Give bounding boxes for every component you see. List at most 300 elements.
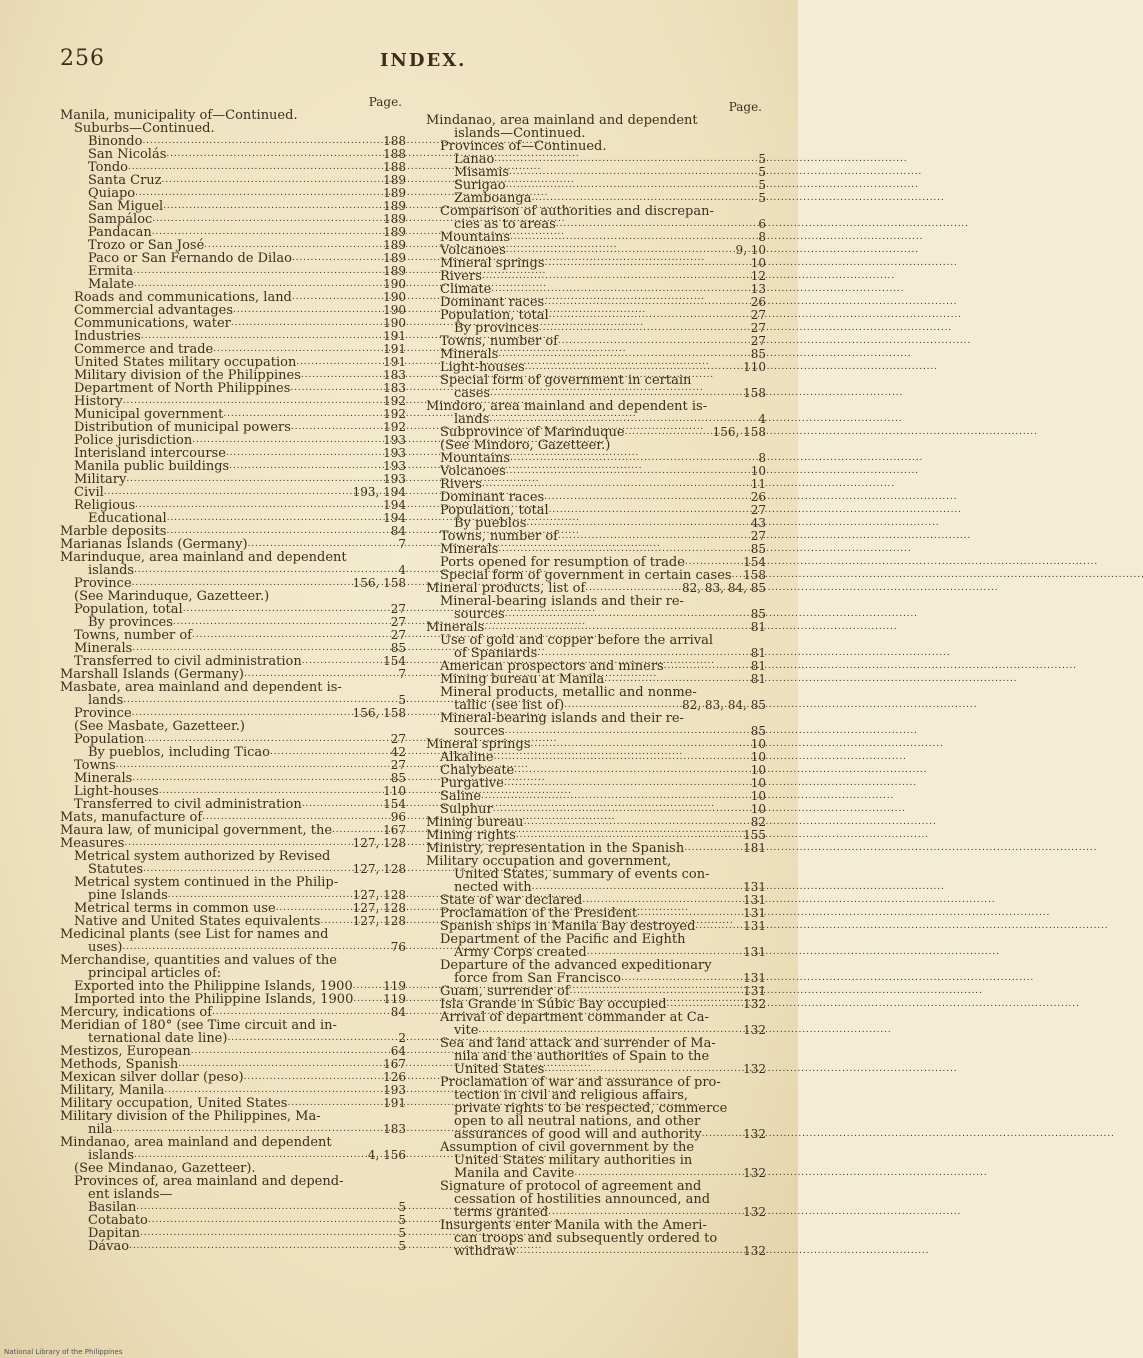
dot-leader bbox=[134, 1147, 365, 1162]
right-column bbox=[426, 100, 766, 1258]
entry-page: 190 bbox=[383, 277, 406, 291]
entry-page: 85 bbox=[750, 347, 766, 361]
entry-text: Volcanoes bbox=[440, 243, 506, 258]
entry-page: 193 bbox=[383, 472, 406, 486]
entry-text: terms granted bbox=[454, 1205, 549, 1220]
dot-leader bbox=[212, 1004, 388, 1019]
entry-page: 26 bbox=[750, 490, 766, 504]
entry-page: 132 bbox=[743, 1244, 766, 1258]
entry-text: ternational date line) bbox=[88, 1031, 228, 1046]
entry-page: 4 bbox=[398, 563, 406, 577]
entry-page: 5 bbox=[398, 693, 406, 707]
entry-text: Special form of government in certain cases bbox=[440, 568, 732, 583]
entry-text: of Spaniards bbox=[454, 646, 538, 661]
entry-text: Mexican silver dollar (peso) bbox=[60, 1070, 244, 1085]
entry-text: By pueblos, including Ticao bbox=[88, 745, 270, 760]
entry-text: (See Marinduque, Gazetteer.) bbox=[74, 589, 270, 604]
entry-page: 11 bbox=[750, 477, 766, 491]
entry-text: can troops and subsequently ordered to bbox=[454, 1231, 718, 1246]
entry-text: Use of gold and copper before the arrival bbox=[440, 633, 714, 648]
entry-page: 131 bbox=[743, 893, 766, 907]
dot-leader bbox=[684, 840, 740, 855]
entry-text: Industries bbox=[74, 329, 141, 344]
entry-page: 84 bbox=[390, 524, 406, 538]
entry-page: 132 bbox=[743, 1023, 766, 1037]
entry-text: Transferred to civil administration bbox=[74, 654, 302, 669]
entry-page: 2 bbox=[398, 1031, 406, 1045]
entry-text: Department of North Philippines bbox=[74, 381, 291, 396]
entry-page: 81 bbox=[750, 620, 766, 634]
entry-text: Basilan bbox=[88, 1200, 137, 1215]
entry-text: Purgative bbox=[440, 776, 504, 791]
entry-text: Exported into the Philippine Islands, 1900 bbox=[74, 979, 353, 994]
entry-text: Religious bbox=[74, 498, 136, 513]
entry-text: uses) bbox=[88, 940, 123, 955]
dot-leader bbox=[287, 1095, 380, 1110]
right-entries bbox=[426, 114, 766, 1258]
entry-text: nila bbox=[88, 1122, 113, 1137]
entry-page: 10 bbox=[750, 802, 766, 816]
entry-page: 192 bbox=[383, 394, 406, 408]
entry-text: sources bbox=[454, 724, 505, 739]
entry-text: Mineral springs bbox=[440, 256, 545, 271]
entry-text: open to all neutral nations, and other bbox=[454, 1114, 701, 1129]
entry-text: Marble deposits bbox=[60, 524, 167, 539]
entry-page: 81 bbox=[750, 646, 766, 660]
entry-page: 193 bbox=[383, 459, 406, 473]
entry-page: 4, 156 bbox=[367, 1148, 406, 1162]
entry-text: Educational bbox=[88, 511, 167, 526]
dot-leader bbox=[320, 913, 349, 928]
entry-page: 85 bbox=[750, 724, 766, 738]
entry-page: 167 bbox=[383, 1057, 406, 1071]
entry-text: Proclamation of the President bbox=[440, 906, 638, 921]
entry-text: Misamis bbox=[454, 165, 510, 180]
entry-text: nila and the authorities of Spain to the bbox=[454, 1049, 710, 1064]
entry-text: Mineral springs bbox=[426, 737, 531, 752]
entry-text: cies as to areas bbox=[454, 217, 556, 232]
entry-text: ent islands— bbox=[88, 1187, 173, 1202]
entry-page: 131 bbox=[743, 945, 766, 959]
entry-page: 10 bbox=[750, 256, 766, 270]
entry-page: 190 bbox=[383, 316, 406, 330]
entry-text: Mining rights bbox=[426, 828, 516, 843]
entry-text: Subprovince of Marinduque bbox=[440, 425, 625, 440]
entry-page: 81 bbox=[750, 659, 766, 673]
entry-text: (See Mindoro, Gazetteer.) bbox=[440, 438, 611, 453]
entry-text: Pandacan bbox=[88, 225, 152, 240]
entry-text: Dominant races bbox=[440, 295, 545, 310]
entry-text: Medicinal plants (see List for names and bbox=[60, 927, 329, 942]
entry-page: 10 bbox=[750, 763, 766, 777]
entry-text: assurances of good will and authority bbox=[454, 1127, 702, 1142]
entry-page: 27 bbox=[750, 503, 766, 517]
entry-text: Isla Grande in Súbic Bay occupied bbox=[440, 997, 667, 1012]
entry-page: 82, 83, 84, 85 bbox=[682, 581, 766, 595]
entry-page: 189 bbox=[383, 264, 406, 278]
entry-text: Marshall Islands (Germany) bbox=[60, 667, 244, 682]
entry-page: 5 bbox=[398, 1200, 406, 1214]
entry-text: pine Islands bbox=[88, 888, 168, 903]
entry-text: Mestizos, European bbox=[60, 1044, 191, 1059]
entry-text: Proclamation of war and assurance of pro- bbox=[440, 1075, 721, 1090]
entry-text: Province bbox=[74, 706, 132, 721]
entry-text: Distribution of municipal powers bbox=[74, 420, 291, 435]
entry-page: 5 bbox=[758, 191, 766, 205]
entry-page: 5 bbox=[398, 1226, 406, 1240]
entry-text: Population, total bbox=[74, 602, 183, 617]
entry-text: Transferred to civil administration bbox=[74, 797, 302, 812]
entry-text: Towns bbox=[74, 758, 116, 773]
entry-page: 82 bbox=[750, 815, 766, 829]
entry-page: 189 bbox=[383, 251, 406, 265]
entry-page: 167 bbox=[383, 823, 406, 837]
entry-text: Minerals bbox=[440, 542, 499, 557]
entry-page: 193 bbox=[383, 446, 406, 460]
entry-text: Commerce and trade bbox=[74, 342, 214, 357]
dot-leader bbox=[132, 705, 350, 720]
entry-text: Population, total bbox=[440, 503, 549, 518]
entry-page: 131 bbox=[743, 971, 766, 985]
entry-text: United States, summary of events con- bbox=[454, 867, 710, 882]
entry-page: 8 bbox=[758, 451, 766, 465]
entry-text: Metrical system authorized by Revised bbox=[74, 849, 331, 864]
entry-page: 127, 128 bbox=[352, 888, 406, 902]
entry-page: 132 bbox=[743, 1205, 766, 1219]
entry-page: 189 bbox=[383, 173, 406, 187]
entry-text: (See Masbate, Gazetteer.) bbox=[74, 719, 245, 734]
entry-text: tallic (see list of) bbox=[454, 698, 565, 713]
entry-page: 82, 83, 84, 85 bbox=[682, 698, 766, 712]
entry-text: Mineral products, list of bbox=[426, 581, 586, 596]
entry-page: 154 bbox=[383, 797, 406, 811]
entry-text: Commercial advantages bbox=[74, 303, 234, 318]
entry-page: 27 bbox=[750, 321, 766, 335]
entry-page: 27 bbox=[390, 602, 406, 616]
entry-text: principal articles of: bbox=[88, 966, 222, 981]
dot-leader bbox=[248, 536, 396, 551]
entry-page: 127, 128 bbox=[352, 862, 406, 876]
entry-page: 5 bbox=[398, 1213, 406, 1227]
dot-leader bbox=[516, 1243, 740, 1258]
entry-text: Arrival of department commander at Ca- bbox=[440, 1010, 709, 1025]
entry-text: Rivers bbox=[440, 477, 482, 492]
entry-page: 183 bbox=[383, 381, 406, 395]
dot-leader bbox=[478, 1022, 740, 1037]
entry-page: 9, 10 bbox=[735, 243, 766, 257]
entry-page: 158 bbox=[743, 386, 766, 400]
entry-text: islands—Continued. bbox=[454, 126, 586, 141]
entry-page: 158 bbox=[743, 568, 766, 582]
entry-text: Native and United States equivalents bbox=[74, 914, 321, 929]
entry-text: cessation of hostilities announced, and bbox=[454, 1192, 711, 1207]
entry-text: Lanao bbox=[454, 152, 495, 167]
entry-page: 27 bbox=[390, 615, 406, 629]
entry-text: Towns, number of bbox=[440, 334, 558, 349]
entry-text: Military division of the Philippines, Ma- bbox=[60, 1109, 321, 1124]
entry-text: Department of the Pacific and Eighth bbox=[440, 932, 686, 947]
entry-text: Sampáloc bbox=[88, 212, 153, 227]
entry-text: By provinces bbox=[454, 321, 539, 336]
dot-leader bbox=[548, 1204, 740, 1219]
entry-text: Signature of protocol of agreement and bbox=[440, 1179, 702, 1194]
entry-text: United States military authorities in bbox=[454, 1153, 693, 1168]
entry-text: Mindanao, area mainland and dependent bbox=[426, 113, 698, 128]
dot-leader bbox=[484, 619, 747, 634]
entry-text: Military occupation, United States bbox=[60, 1096, 288, 1111]
left-page-label: Page. bbox=[368, 95, 402, 109]
entry-page: 156, 158 bbox=[352, 706, 406, 720]
entry-page: 85 bbox=[390, 641, 406, 655]
entry-page: 194 bbox=[383, 511, 406, 525]
entry-text: Military occupation and government, bbox=[426, 854, 672, 869]
dot-leader bbox=[490, 385, 740, 400]
entry-text: Santa Cruz bbox=[88, 173, 162, 188]
entry-page: 194 bbox=[383, 498, 406, 512]
entry-text: Mindanao, area mainland and dependent bbox=[60, 1135, 332, 1150]
entry-page: 132 bbox=[743, 1062, 766, 1076]
entry-text: Dávao bbox=[88, 1239, 130, 1254]
entry-text: islands bbox=[88, 1148, 135, 1163]
entry-page: 191 bbox=[383, 1096, 406, 1110]
entry-page: 193 bbox=[383, 1083, 406, 1097]
entry-page: 131 bbox=[743, 906, 766, 920]
entry-text: Malate bbox=[88, 277, 134, 292]
dot-leader bbox=[244, 666, 395, 681]
entry-text: State of war declared bbox=[440, 893, 583, 908]
dot-leader bbox=[564, 697, 679, 712]
page-number: 256 bbox=[60, 46, 105, 71]
entry-text: Cotabato bbox=[88, 1213, 148, 1228]
entry-text: Military bbox=[74, 472, 127, 487]
entry-text: withdraw bbox=[454, 1244, 517, 1259]
entry-page: 10 bbox=[750, 776, 766, 790]
entry-text: Comparison of authorities and discrepan- bbox=[440, 204, 714, 219]
entry-page: 84 bbox=[390, 1005, 406, 1019]
entry-page: 189 bbox=[383, 199, 406, 213]
entry-text: Insurgents enter Manila with the Ameri- bbox=[440, 1218, 707, 1233]
entry-text: Military, Manila bbox=[60, 1083, 165, 1098]
entry-text: Mineral-bearing islands and their re- bbox=[440, 594, 684, 609]
dot-leader bbox=[695, 918, 740, 933]
entry-text: Towns, number of bbox=[440, 529, 558, 544]
entry-page: 132 bbox=[743, 997, 766, 1011]
entry-page: 43 bbox=[750, 516, 766, 530]
entry-page: 131 bbox=[743, 880, 766, 894]
dot-leader bbox=[122, 939, 387, 954]
entry-page: 85 bbox=[390, 771, 406, 785]
dot-leader bbox=[574, 1165, 740, 1180]
entry-text: Population bbox=[74, 732, 145, 747]
dot-leader bbox=[667, 996, 741, 1011]
entry-text: Towns, number of bbox=[74, 628, 192, 643]
entry-text: islands bbox=[88, 563, 135, 578]
dot-leader bbox=[625, 424, 710, 439]
entry-text: Mining bureau bbox=[426, 815, 524, 830]
entry-text: By pueblos bbox=[454, 516, 527, 531]
entry-text: lands bbox=[454, 412, 490, 427]
entry-text: Dominant races bbox=[440, 490, 545, 505]
entry-text: Masbate, area mainland and dependent is- bbox=[60, 680, 342, 695]
entry-text: Meridian of 180° (see Time circuit and in- bbox=[60, 1018, 337, 1033]
entry-text: Ministry, representation in the Spanish bbox=[426, 841, 685, 856]
entry-text: Mining bureau at Manila bbox=[440, 672, 605, 687]
entry-text: Marinduque, area mainland and dependent bbox=[60, 550, 347, 565]
entry-page: 4 bbox=[758, 412, 766, 426]
entry-page: 132 bbox=[743, 1166, 766, 1180]
dot-leader bbox=[143, 861, 349, 876]
entry-text: Ports opened for resumption of trade bbox=[440, 555, 685, 570]
entry-text: Ermita bbox=[88, 264, 134, 279]
entry-text: Rivers bbox=[440, 269, 482, 284]
entry-page: 13 bbox=[750, 282, 766, 296]
entry-page: 193, 194 bbox=[352, 485, 406, 499]
entry-text: San Miguel bbox=[88, 199, 164, 214]
entry-page: 188 bbox=[383, 160, 406, 174]
entry-text: Imported into the Philippine Islands, 1900 bbox=[74, 992, 354, 1007]
entry-page: 127, 128 bbox=[352, 914, 406, 928]
entry-page: 131 bbox=[743, 919, 766, 933]
entry-text: Mountains bbox=[440, 230, 511, 245]
entry-text: Manila public buildings bbox=[74, 459, 230, 474]
entry-page: 192 bbox=[383, 420, 406, 434]
entry-page: 8 bbox=[758, 230, 766, 244]
entry-page: 27 bbox=[750, 529, 766, 543]
entry-text: Sea and land attack and surrender of Ma- bbox=[440, 1036, 716, 1051]
entry-text: American prospectors and miners bbox=[440, 659, 664, 674]
entry-text: Mercury, indications of bbox=[60, 1005, 213, 1020]
entry-text: Tondo bbox=[88, 160, 129, 175]
dot-leader bbox=[124, 835, 349, 850]
entry-page: 156, 158 bbox=[352, 576, 406, 590]
entry-text: Light-houses bbox=[74, 784, 159, 799]
dot-leader bbox=[732, 567, 741, 582]
entry-page: 183 bbox=[383, 368, 406, 382]
entry-page: 10 bbox=[750, 737, 766, 751]
entry-text: Zamboanga bbox=[454, 191, 532, 206]
entry-page: 64 bbox=[390, 1044, 406, 1058]
entry-text: Mats, manufacture of bbox=[60, 810, 203, 825]
entry-text: Trozo or San José bbox=[88, 238, 205, 253]
entry-page: 27 bbox=[750, 334, 766, 348]
entry-page: 85 bbox=[750, 542, 766, 556]
entry-page: 189 bbox=[383, 238, 406, 252]
entry-text: Light-houses bbox=[440, 360, 525, 375]
entry-page: 27 bbox=[390, 758, 406, 772]
index-entry bbox=[60, 1240, 406, 1253]
entry-text: Minerals bbox=[440, 347, 499, 362]
entry-text: Paco or San Fernando de Dilao bbox=[88, 251, 292, 266]
entry-text: Marianas Islands (Germany) bbox=[60, 537, 248, 552]
dot-leader bbox=[531, 190, 755, 205]
entry-text: Manila and Cavite bbox=[454, 1166, 575, 1181]
entry-page: 10 bbox=[750, 464, 766, 478]
entry-text: Municipal government bbox=[74, 407, 224, 422]
entry-text: Minerals bbox=[426, 620, 485, 635]
entry-page: 27 bbox=[390, 628, 406, 642]
entry-page: 10 bbox=[750, 789, 766, 803]
entry-text: Province bbox=[74, 576, 132, 591]
entry-text: Quiapo bbox=[88, 186, 136, 201]
index-entry bbox=[426, 1245, 766, 1258]
dot-leader bbox=[112, 1121, 380, 1136]
entry-text: Mineral-bearing islands and their re- bbox=[440, 711, 684, 726]
entry-text: Special form of government in certain bbox=[440, 373, 692, 388]
entry-page: 189 bbox=[383, 225, 406, 239]
entry-page: 6 bbox=[758, 217, 766, 231]
entry-page: 189 bbox=[383, 212, 406, 226]
entry-text: private rights to be respected, commerce bbox=[454, 1101, 728, 1116]
entry-text: nected with bbox=[454, 880, 532, 895]
entry-text: Metrical terms in common use bbox=[74, 901, 276, 916]
entry-text: cases bbox=[454, 386, 491, 401]
entry-text: Statutes bbox=[88, 862, 144, 877]
entry-page: 85 bbox=[750, 607, 766, 621]
dot-leader bbox=[544, 1061, 740, 1076]
entry-text: Interisland intercourse bbox=[74, 446, 226, 461]
entry-text: Guam, surrender of bbox=[440, 984, 570, 999]
entry-page: 154 bbox=[743, 555, 766, 569]
entry-page: 188 bbox=[383, 134, 406, 148]
dot-leader bbox=[604, 671, 747, 686]
entry-page: 7 bbox=[398, 537, 406, 551]
entry-page: 156, 158 bbox=[712, 425, 766, 439]
entry-text: Mountains bbox=[440, 451, 511, 466]
left-entries bbox=[60, 109, 406, 1253]
entry-text: San Nicolás bbox=[88, 147, 167, 162]
entry-text: Mineral products, metallic and nonme- bbox=[440, 685, 697, 700]
entry-text: Minerals bbox=[74, 771, 133, 786]
entry-page: 96 bbox=[390, 810, 406, 824]
entry-page: 155 bbox=[743, 828, 766, 842]
entry-text: (See Mindanao, Gazetteer). bbox=[74, 1161, 256, 1176]
entry-text: United States bbox=[454, 1062, 545, 1077]
entry-text: Methods, Spanish bbox=[60, 1057, 179, 1072]
entry-page: 81 bbox=[750, 672, 766, 686]
entry-text: Saline bbox=[440, 789, 482, 804]
entry-text: Provinces of—Continued. bbox=[440, 139, 607, 154]
entry-page: 76 bbox=[390, 940, 406, 954]
entry-text: Army Corps created bbox=[454, 945, 587, 960]
entry-page: 190 bbox=[383, 303, 406, 317]
dot-leader bbox=[132, 575, 350, 590]
entry-text: Chalybeate bbox=[440, 763, 515, 778]
entry-text: tection in civil and religious affairs, bbox=[454, 1088, 688, 1103]
entry-text: Provinces of, area mainland and depend- bbox=[74, 1174, 344, 1189]
entry-page: 131 bbox=[743, 984, 766, 998]
entry-page: 10 bbox=[750, 750, 766, 764]
entry-page: 27 bbox=[390, 732, 406, 746]
entry-page: 154 bbox=[383, 654, 406, 668]
entry-text: Suburbs—Continued. bbox=[74, 121, 215, 136]
entry-page: 110 bbox=[383, 784, 406, 798]
entry-page: 189 bbox=[383, 186, 406, 200]
entry-text: Mindoro, area mainland and dependent is- bbox=[426, 399, 708, 414]
entry-page: 27 bbox=[750, 308, 766, 322]
entry-page: 5 bbox=[758, 165, 766, 179]
entry-text: Merchandise, quantities and values of the bbox=[60, 953, 337, 968]
entry-page: 126 bbox=[383, 1070, 406, 1084]
dot-leader bbox=[585, 580, 679, 595]
entry-text: Military division of the Philippines bbox=[74, 368, 301, 383]
entry-page: 188 bbox=[383, 147, 406, 161]
entry-page: 5 bbox=[398, 1239, 406, 1253]
entry-text: Measures bbox=[60, 836, 125, 851]
entry-text: By provinces bbox=[88, 615, 173, 630]
entry-text: Police jurisdiction bbox=[74, 433, 193, 448]
entry-page: 119 bbox=[383, 979, 406, 993]
library-footer: National Library of the Philippines bbox=[4, 1348, 123, 1356]
